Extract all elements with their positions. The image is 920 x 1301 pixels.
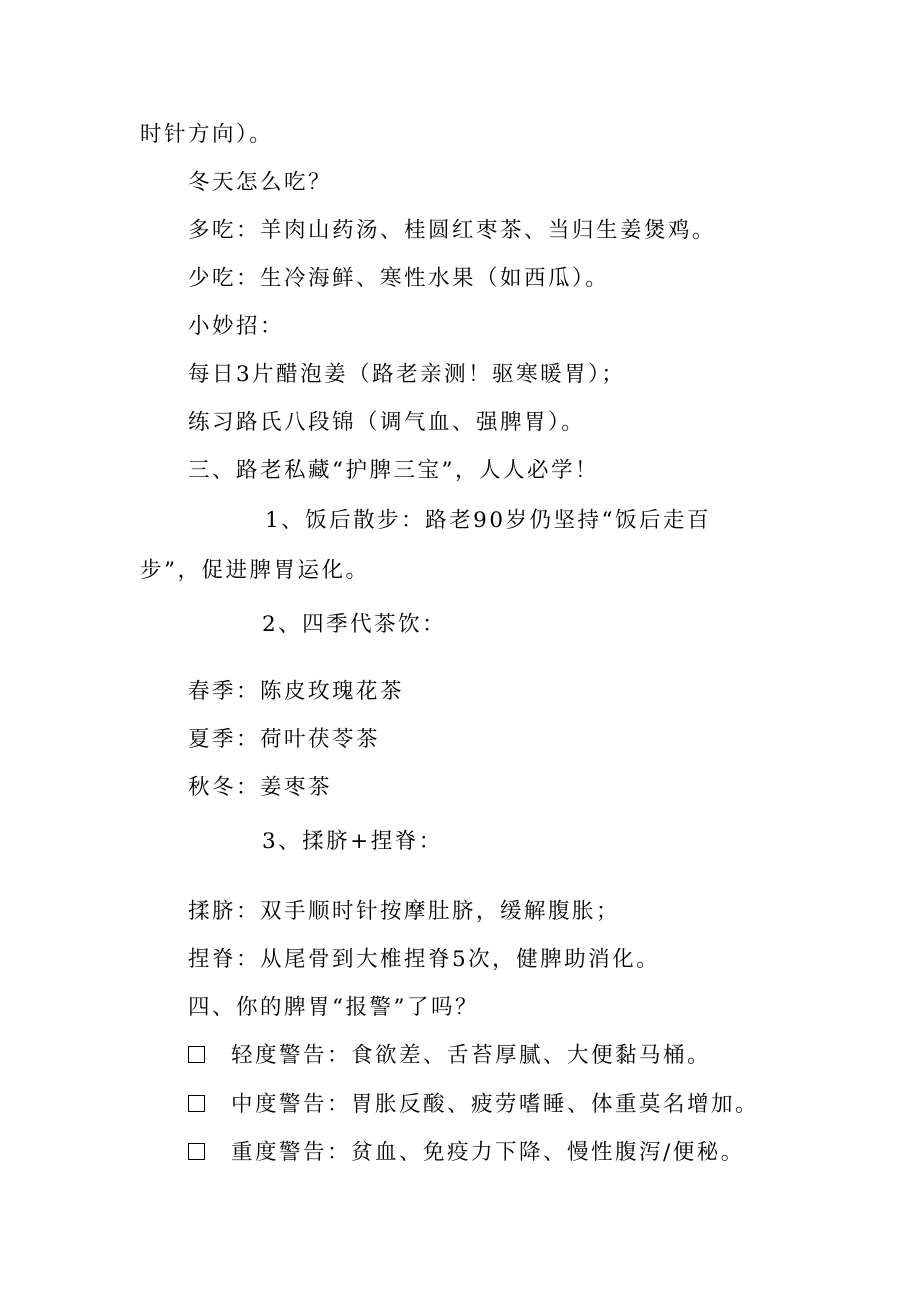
checkbox-icon[interactable]: [188, 1046, 205, 1063]
text-line: 多吃：羊肉山药汤、桂圆红枣茶、当归生姜煲鸡。: [188, 218, 717, 243]
numbered-item-2: 2、四季代茶饮：: [262, 612, 447, 637]
checklist-item: [188, 1142, 745, 1164]
checkbox-icon[interactable]: [188, 1143, 205, 1160]
text-line: 每日3片醋泡姜（路老亲测！驱寒暖胃）；: [188, 362, 626, 387]
text-line: 秋冬：姜枣茶: [188, 775, 333, 800]
checklist-item: [188, 1094, 759, 1116]
section-heading-four: 四、你的脾胃“报警”了吗？: [188, 995, 479, 1020]
text-line: 小妙招：: [188, 314, 285, 339]
checklist-label: 重度警告：贫血、免疫力下降、慢性腹泻/便秘。: [231, 1140, 745, 1165]
text-line: 时针方向）。: [140, 122, 274, 147]
text-line: 步”，促进脾胃运化。: [140, 558, 370, 583]
checkbox-icon[interactable]: [188, 1095, 205, 1112]
section-question-winter: 冬天怎么吃？: [188, 170, 333, 195]
text-line: 练习路氏八段锦（调气血、强脾胃）。: [188, 410, 586, 435]
checklist-label: 中度警告：胃胀反酸、疲劳嗜睡、体重莫名增加。: [231, 1092, 760, 1117]
checklist-item: [188, 1045, 711, 1067]
text-line: 揉脐：双手顺时针按摩肚脐，缓解腹胀；: [188, 899, 621, 924]
numbered-item-1: 1、饭后散步：路老90岁仍坚持“饭后走百: [265, 508, 712, 533]
numbered-item-3: 3、揉脐+捏脊：: [262, 829, 443, 854]
text-line: 夏季：荷叶茯苓茶: [188, 727, 381, 752]
text-line: 春季：陈皮玫瑰花茶: [188, 679, 405, 704]
checklist-label: 轻度警告：食欲差、舌苔厚腻、大便黏马桶。: [231, 1043, 712, 1068]
section-heading-three: 三、路老私藏“护脾三宝”，人人必学！: [188, 458, 599, 483]
text-line: 少吃：生冷海鲜、寒性水果（如西瓜）。: [188, 266, 610, 291]
text-line: 捏脊：从尾骨到大椎捏脊5次，健脾助消化。: [188, 947, 661, 972]
